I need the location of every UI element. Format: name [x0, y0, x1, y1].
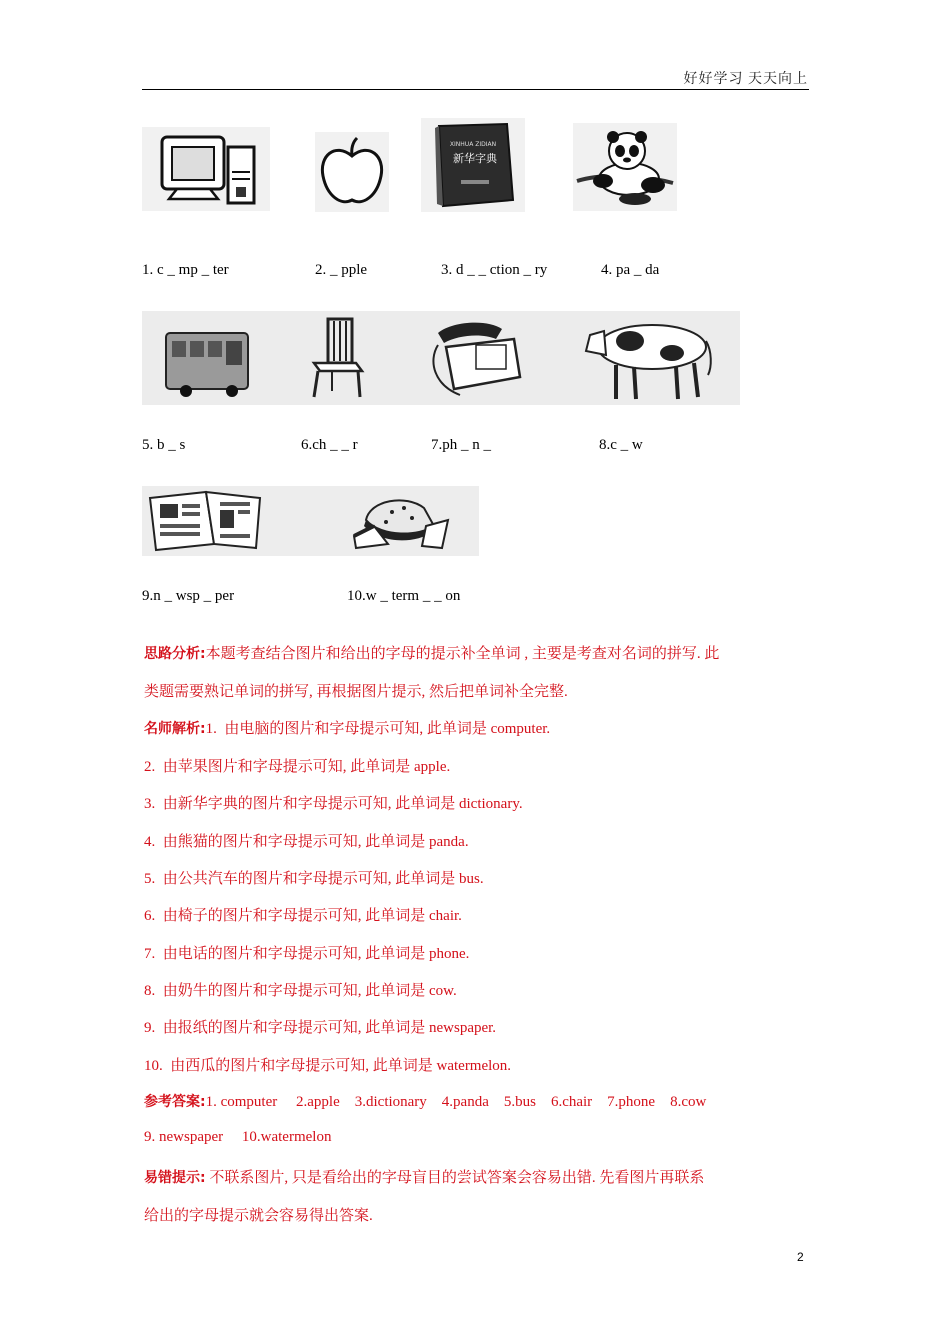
tips-text-1: 不联系图片, 只是看给出的字母盲目的尝试答案会容易出错. 先看图片再联系	[205, 1170, 705, 1186]
word-phone: 7.ph _ n _	[431, 437, 491, 453]
explanation-item-6: 6. 由椅子的图片和字母提示可知, 此单词是 chair.	[144, 908, 462, 924]
explanation-item-3: 3. 由新华字典的图片和字母提示可知, 此单词是 dictionary.	[144, 796, 523, 812]
explanation-item-8: 8. 由奶牛的图片和字母提示可知, 此单词是 cow.	[144, 983, 457, 999]
word-watermelon: 10.w _ term _ _ on	[347, 588, 461, 604]
explanation-item-9: 9. 由报纸的图片和字母提示可知, 此单词是 newspaper.	[144, 1020, 497, 1036]
page-number: 2	[797, 1250, 804, 1264]
word-cow: 8.c _ w	[599, 437, 643, 453]
bus-picture	[166, 333, 248, 397]
explanation-label: 名师解析:	[144, 721, 206, 737]
answers-text-2: 9. newspaper 10.watermelon	[144, 1129, 332, 1145]
dictionary-picture	[421, 118, 525, 212]
tips-text-2: 给出的字母提示就会容易得出答案.	[144, 1208, 373, 1224]
explanation-item-7: 7. 由电话的图片和字母提示可知, 此单词是 phone.	[144, 946, 470, 962]
tips-label: 易错提示:	[144, 1170, 206, 1186]
word-chair: 6.ch _ _ r	[301, 437, 358, 453]
phone-picture	[433, 323, 520, 395]
analysis-text-2: 类题需要熟记单词的拼写, 再根据图片提示, 然后把单词补全完整.	[144, 684, 568, 700]
analysis-label: 思路分析:	[144, 646, 206, 662]
page-header: 好好学习 天天向上	[683, 72, 808, 87]
word-apple: 2. _ pple	[315, 262, 368, 278]
apple-picture	[315, 132, 389, 212]
word-computer: 1. c _ mp _ ter	[142, 262, 229, 278]
computer-picture	[142, 127, 270, 211]
answers-line-1	[144, 1091, 706, 1111]
watermelon-picture	[354, 500, 448, 548]
dictionary-spine-text: XINHUA ZIDIAN	[449, 141, 497, 148]
cow-picture	[586, 325, 711, 399]
dictionary-cover-text: 新华字典	[453, 152, 497, 165]
analysis-line-1	[144, 642, 719, 663]
word-bus: 5. b _ s	[142, 437, 186, 453]
word-dictionary: 3. d _ _ ction _ ry	[441, 262, 548, 278]
newspaper-picture	[150, 492, 260, 550]
answers-text-1: 1. computer 2.apple 3.dictionary 4.panda 5.bus 6.chair 7.phone 8.cow	[205, 1094, 707, 1110]
panda-picture	[573, 123, 677, 211]
row3-picture-strip	[142, 486, 479, 556]
explanation-item-10: 10. 由西瓜的图片和字母提示可知, 此单词是 watermelon.	[144, 1058, 512, 1074]
word-newspaper: 9.n _ wsp _ per	[142, 588, 235, 604]
analysis-text-1: 本题考查结合图片和给出的字母的提示补全单词 , 主要是考查对名词的拼写. 此	[205, 646, 720, 662]
answers-label: 参考答案:	[144, 1094, 206, 1110]
explanation-item-5: 5. 由公共汽车的图片和字母提示可知, 此单词是 bus.	[144, 871, 484, 887]
tips-line-1	[144, 1166, 704, 1187]
explanation-item-4: 4. 由熊猫的图片和字母提示可知, 此单词是 panda.	[144, 834, 469, 850]
header-rule	[142, 89, 809, 90]
explanation-item-1: 1. 由电脑的图片和字母提示可知, 此单词是 computer.	[205, 721, 551, 737]
chair-picture	[314, 319, 362, 397]
word-panda: 4. pa _ da	[601, 262, 660, 278]
explanation-line-1	[144, 717, 550, 738]
row2-picture-strip	[142, 311, 740, 405]
explanation-item-2: 2. 由苹果图片和字母提示可知, 此单词是 apple.	[144, 759, 451, 775]
